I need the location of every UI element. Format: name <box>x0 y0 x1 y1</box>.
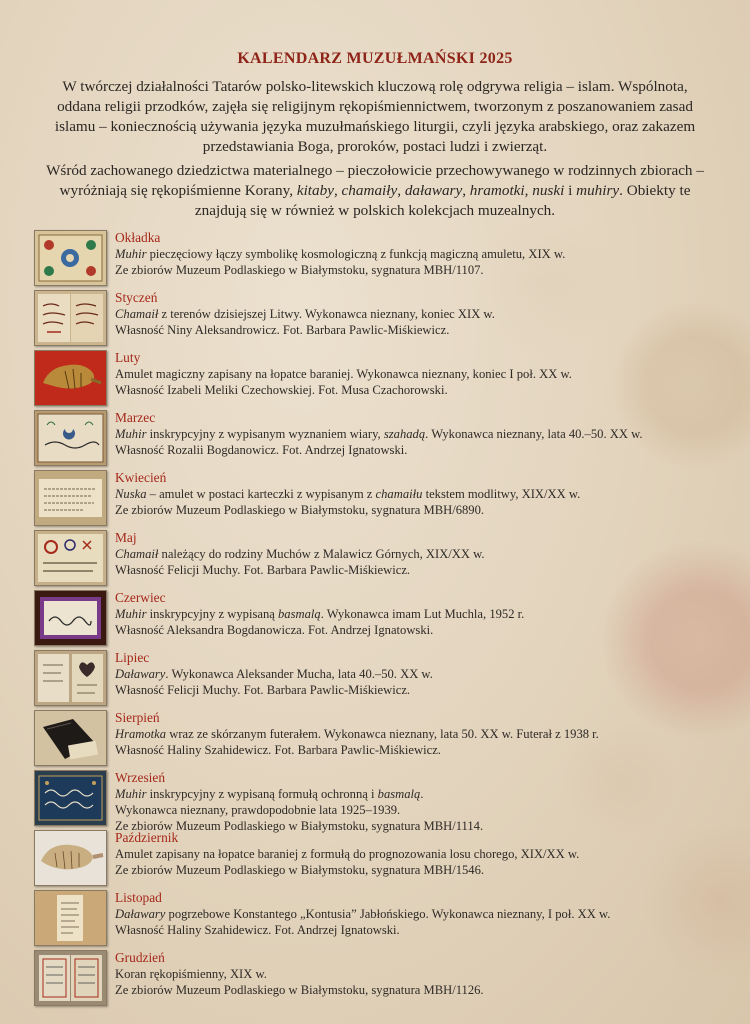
month-label: Listopad <box>115 890 162 905</box>
item-description: Muhir inskrypcyjny z wypisaną formułą ochronną i basmalą. <box>115 787 424 801</box>
item-source: Własność Niny Aleksandrowicz. Fot. Barbara Pawlic-Miśkiewicz. <box>115 323 450 337</box>
item-source: Własność Felicji Muchy. Fot. Barbara Pawlic-Miśkiewicz. <box>115 563 411 577</box>
item-description: Muhir inskrypcyjny z wypisaną basmalą. Wykonawca imam Lut Muchla, 1952 r. <box>115 607 525 621</box>
month-label: Lipiec <box>115 650 150 665</box>
item-source: Własność Rozalii Bogdanowicz. Fot. Andrzej Ignatowski. <box>115 443 408 457</box>
item-source: Ze zbiorów Muzeum Podlaskiego w Białymstoku, sygnatura MBH/1546. <box>115 863 485 877</box>
item-source: Ze zbiorów Muzeum Podlaskiego w Białymstoku, sygnatura MBH/1126. <box>115 983 484 997</box>
thumbnail-image <box>34 530 107 586</box>
month-label: Okładka <box>115 230 161 245</box>
thumbnail-image <box>34 830 107 886</box>
month-label: Październik <box>115 830 179 845</box>
item-description: Hramotka wraz ze skórzanym futerałem. Wykonawca nieznany, lata 50. XX w. Futerał z 1938 r. <box>115 727 599 741</box>
item-source: Własność Izabeli Meliki Czechowskiej. Fot. Musa Czachorowski. <box>115 383 448 397</box>
item-source: Ze zbiorów Muzeum Podlaskiego w Białymstoku, sygnatura MBH/1107. <box>115 263 484 277</box>
item-description: Amulet magiczny zapisany na łopatce baraniej. Wykonawca nieznany, koniec I poł. XX w. <box>115 367 572 381</box>
thumbnail-image <box>34 950 107 1006</box>
month-label: Marzec <box>115 410 156 425</box>
thumbnail-image <box>34 290 107 346</box>
item-source: Własność Haliny Szahidewicz. Fot. Barbara Pawlic-Miśkiewicz. <box>115 743 441 757</box>
intro-paragraph-2: Wśród zachowanego dziedzictwa materialnego – pieczołowicie przechowywanego w rodzinnych zbiorach – wyróżniają się rękopiśmienne Korany, kitaby, chamaiły, daławary, hramotki, nuski i muhiry. Obiekty te znajdują się w również w polskich kolekcjach muzealnych. <box>46 162 704 219</box>
thumbnail-image <box>34 590 107 646</box>
item-description: Daławary pogrzebowe Konstantego „Kontusia” Jabłońskiego. Wykonawca nieznany, I poł. XX w. <box>115 907 611 921</box>
item-description: Chamaił należący do rodziny Muchów z Malawicz Górnych, XIX/XX w. <box>115 547 485 561</box>
month-label: Wrzesień <box>115 770 166 785</box>
month-label: Luty <box>115 350 141 365</box>
item-source: Ze zbiorów Muzeum Podlaskiego w Białymstoku, sygnatura MBH/1114. <box>115 819 484 833</box>
item-description: Chamaił z terenów dzisiejszej Litwy. Wykonawca nieznany, koniec XIX w. <box>115 307 495 321</box>
month-label: Maj <box>115 530 137 545</box>
thumbnail-image <box>34 890 107 946</box>
item-description: Muhir pieczęciowy łączy symbolikę kosmologiczną z funkcją magiczną amuletu, XIX w. <box>115 247 566 261</box>
month-label: Kwiecień <box>115 470 167 485</box>
thumbnail-image <box>34 770 107 826</box>
thumbnail-image <box>34 230 107 286</box>
month-label: Sierpień <box>115 710 160 725</box>
item-source: Własność Aleksandra Bogdanowicza. Fot. Andrzej Ignatowski. <box>115 623 434 637</box>
thumbnail-image <box>34 470 107 526</box>
thumbnail-image <box>34 650 107 706</box>
month-label: Czerwiec <box>115 590 166 605</box>
item-source: Własność Haliny Szahidewicz. Fot. Andrzej Ignatowski. <box>115 923 400 937</box>
item-source: Własność Felicji Muchy. Fot. Barbara Pawlic-Miśkiewicz. <box>115 683 411 697</box>
item-description: Muhir inskrypcyjny z wypisanym wyznaniem wiary, szahadą. Wykonawca nieznany, lata 40.–50. XX w. <box>115 427 643 441</box>
item-description: Nuska – amulet w postaci karteczki z wypisanym z chamaiłu tekstem modlitwy, XIX/XX w. <box>115 487 581 501</box>
item-description: Amulet zapisany na łopatce baraniej z formułą do prognozowania losu chorego, XIX/XX w. <box>115 847 580 861</box>
item-description: Daławary. Wykonawca Aleksander Mucha, lata 40.–50. XX w. <box>115 667 433 681</box>
item-source: Ze zbiorów Muzeum Podlaskiego w Białymstoku, sygnatura MBH/6890. <box>115 503 485 517</box>
thumbnail-image <box>34 710 107 766</box>
month-label: Grudzień <box>115 950 165 965</box>
month-label: Styczeń <box>115 290 158 305</box>
item-author: Wykonawca nieznany, prawdopodobnie lata 1925–1939. <box>115 803 401 817</box>
page-title: KALENDARZ MUZUŁMAŃSKI 2025 <box>237 50 513 67</box>
thumbnail-image <box>34 350 107 406</box>
thumbnail-image <box>34 410 107 466</box>
item-description: Koran rękopiśmienny, XIX w. <box>115 967 267 981</box>
intro-paragraph-1: W twórczej działalności Tatarów polsko-litewskich kluczową rolę odgrywa religia – islam. Wspólnota, oddana religii przodków, zajęła się religijnym rękopiśmiennictwem, tworzonym z poszanowaniem zasad islamu – koniecznością używania języka muzułmańskiego liturgii, czyli języka arabskiego, oraz zakazem przedstawiania Boga, proroków, postaci ludzi i zwierząt. <box>54 78 696 155</box>
